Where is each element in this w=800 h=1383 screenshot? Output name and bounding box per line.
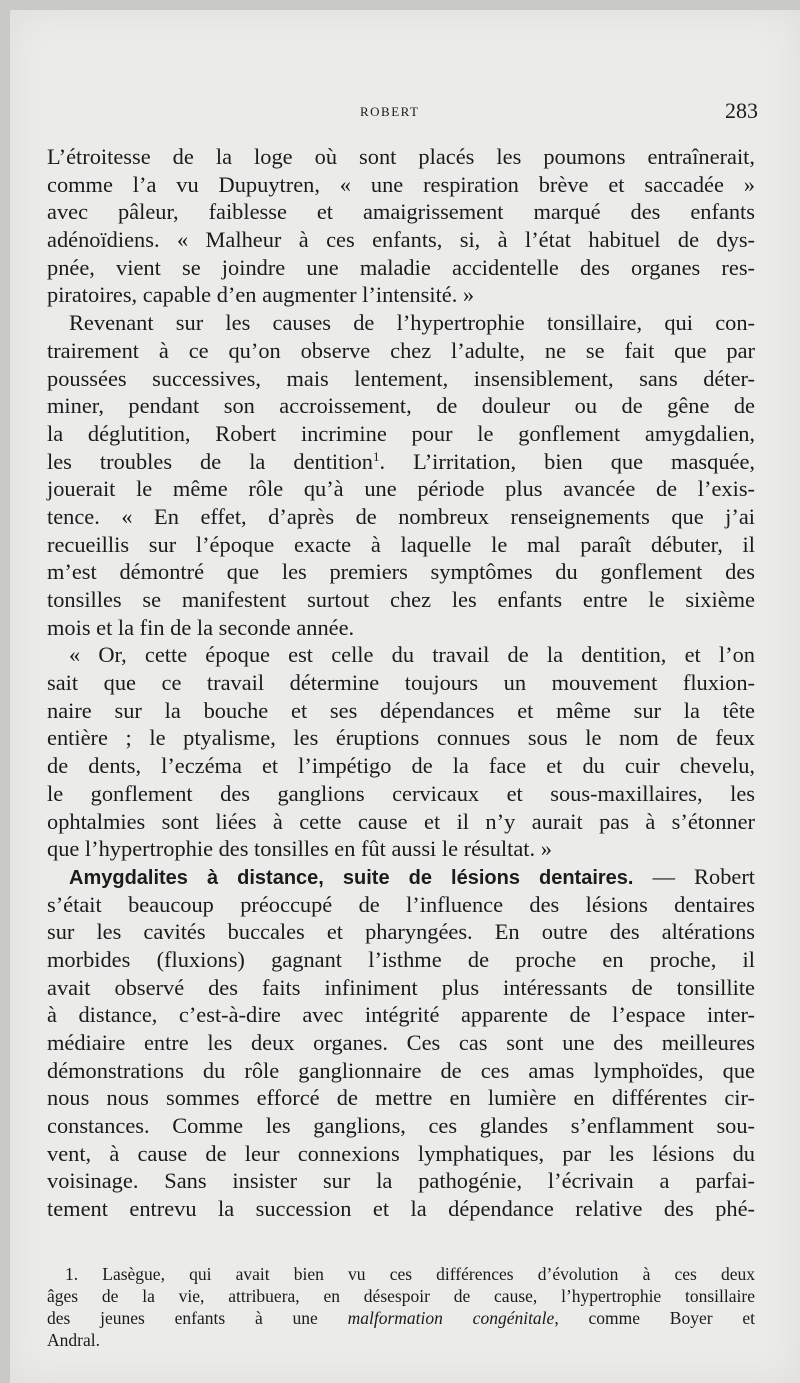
footnote bbox=[47, 1263, 755, 1351]
text-line: comme l’a vu Dupuytren, « une respiration brève et saccadée » bbox=[47, 171, 755, 197]
text-line: pnée, vient se joindre une maladie accidentelle des organes res- bbox=[47, 254, 755, 280]
text-line bbox=[47, 448, 755, 476]
footnote-line bbox=[47, 1307, 755, 1329]
footnote-ref: 1 bbox=[372, 448, 380, 464]
footnote-line: Andral. bbox=[47, 1330, 100, 1350]
text-line: tonsilles se manifestent surtout chez les enfants entre le sixième bbox=[47, 587, 755, 612]
text-line: jouerait le même rôle qu’à une période plus avancée de l’exis- bbox=[47, 476, 755, 502]
running-title: ROBERT bbox=[360, 104, 420, 119]
footnote-line: âges de la vie, attribuera, en désespoir de cause, l’hypertrophie tonsillaire bbox=[47, 1286, 755, 1306]
text-line: le gonflement des ganglions cervicaux et sous-maxillaires, les bbox=[47, 780, 755, 806]
text-line: Revenant sur les causes de l’hypertrophie tonsillaire, qui con- bbox=[69, 310, 755, 336]
text-segment: . L’irritation, bien que masquée, bbox=[379, 448, 755, 474]
text-line: démonstrations du rôle ganglionnaire de ces amas lymphoïdes, que bbox=[47, 1057, 755, 1083]
text-line: piratoires, capable d’en augmenter l’intensité. » bbox=[47, 282, 475, 308]
text-line: « Or, cette époque est celle du travail de la dentition, et l’on bbox=[69, 642, 755, 668]
text-line: miner, pendant son accroissement, de douleur ou de gêne de bbox=[47, 393, 755, 419]
text-line: la déglutition, Robert incrimine pour le gonflement amygdalien, bbox=[47, 420, 755, 446]
text-line bbox=[47, 863, 755, 891]
text-line: recueillis sur l’époque exacte à laquelle le mal paraît débuter, il bbox=[47, 531, 755, 557]
text-line: naire sur la bouche et ses dépendances et même sur la tête bbox=[47, 697, 755, 723]
running-head bbox=[10, 98, 800, 124]
text-line: poussées successives, mais lentement, insensiblement, sans déter- bbox=[47, 365, 755, 391]
italic-term: malformation congénitale bbox=[347, 1308, 555, 1328]
text-line: trairement à ce qu’on observe chez l’adulte, ne se fait que par bbox=[47, 337, 755, 363]
book-page bbox=[10, 10, 800, 1383]
text-line: adénoïdiens. « Malheur à ces enfants, si, à l’état habituel de dys- bbox=[47, 227, 755, 253]
text-line: de dents, l’eczéma et l’impétigo de la face et du cuir chevelu, bbox=[47, 753, 755, 779]
text-line: constances. Comme les ganglions, ces glandes s’enflamment sou- bbox=[47, 1113, 755, 1139]
text-segment: — Robert bbox=[633, 863, 755, 889]
text-line: mois et la fin de la seconde année. bbox=[47, 614, 355, 640]
text-segment: les troubles de la dentition bbox=[47, 448, 373, 474]
text-line: sur les cavités buccales et pharyngées. En outre des altérations bbox=[47, 919, 755, 945]
text-line: morbides (fluxions) gagnant l’isthme de proche en proche, il bbox=[47, 946, 755, 972]
text-segment: des jeunes enfants à une bbox=[47, 1308, 348, 1328]
text-line: tence. « En effet, d’après de nombreux renseignements que j’ai bbox=[47, 503, 755, 529]
text-line: voisinage. Sans insister sur la pathogénie, l’écrivain a parfai- bbox=[47, 1168, 755, 1194]
body-text bbox=[47, 143, 755, 1223]
text-line: entière ; le ptyalisme, les éruptions connues sous le nom de feux bbox=[47, 725, 755, 751]
text-line: ophtalmies sont liées à cette cause et il n’y aurait pas à s’étonner bbox=[47, 808, 755, 834]
text-line: L’étroitesse de la loge où sont placés les poumons entraînerait, bbox=[47, 144, 755, 169]
page-number: 283 bbox=[725, 98, 758, 123]
text-line: vent, à cause de leur connexions lymphatiques, par les lésions du bbox=[47, 1140, 755, 1166]
text-line: avait observé des faits infiniment plus intéressants de tonsillite bbox=[47, 974, 755, 1000]
text-line: avec pâleur, faiblesse et amaigrissement marqué des enfants bbox=[47, 199, 755, 225]
text-line: tement entrevu la succession et la dépendance relative des phé- bbox=[47, 1196, 755, 1222]
text-segment: , comme Boyer et bbox=[554, 1308, 755, 1328]
text-line: m’est démontré que les premiers symptômes du gonflement des bbox=[47, 559, 755, 585]
text-line: sait que ce travail détermine toujours un mouvement fluxion- bbox=[47, 670, 755, 696]
text-line: médiaire entre les deux organes. Ces cas sont une des meilleures bbox=[47, 1030, 755, 1055]
text-line: nous nous sommes efforcé de mettre en lumière en différentes cir- bbox=[47, 1085, 755, 1111]
footnote-line: 1. Lasègue, qui avait bien vu ces différences d’évolution à ces deux bbox=[65, 1264, 755, 1284]
section-heading: Amygdalites à distance, suite de lésions dentaires. bbox=[69, 866, 634, 889]
text-line: que l’hypertrophie des tonsilles en fût aussi le résultat. » bbox=[47, 836, 552, 862]
text-line: s’était beaucoup préoccupé de l’influence des lésions dentaires bbox=[47, 891, 755, 917]
text-line: à distance, c’est-à-dire avec intégrité apparente de l’espace inter- bbox=[47, 1002, 755, 1028]
